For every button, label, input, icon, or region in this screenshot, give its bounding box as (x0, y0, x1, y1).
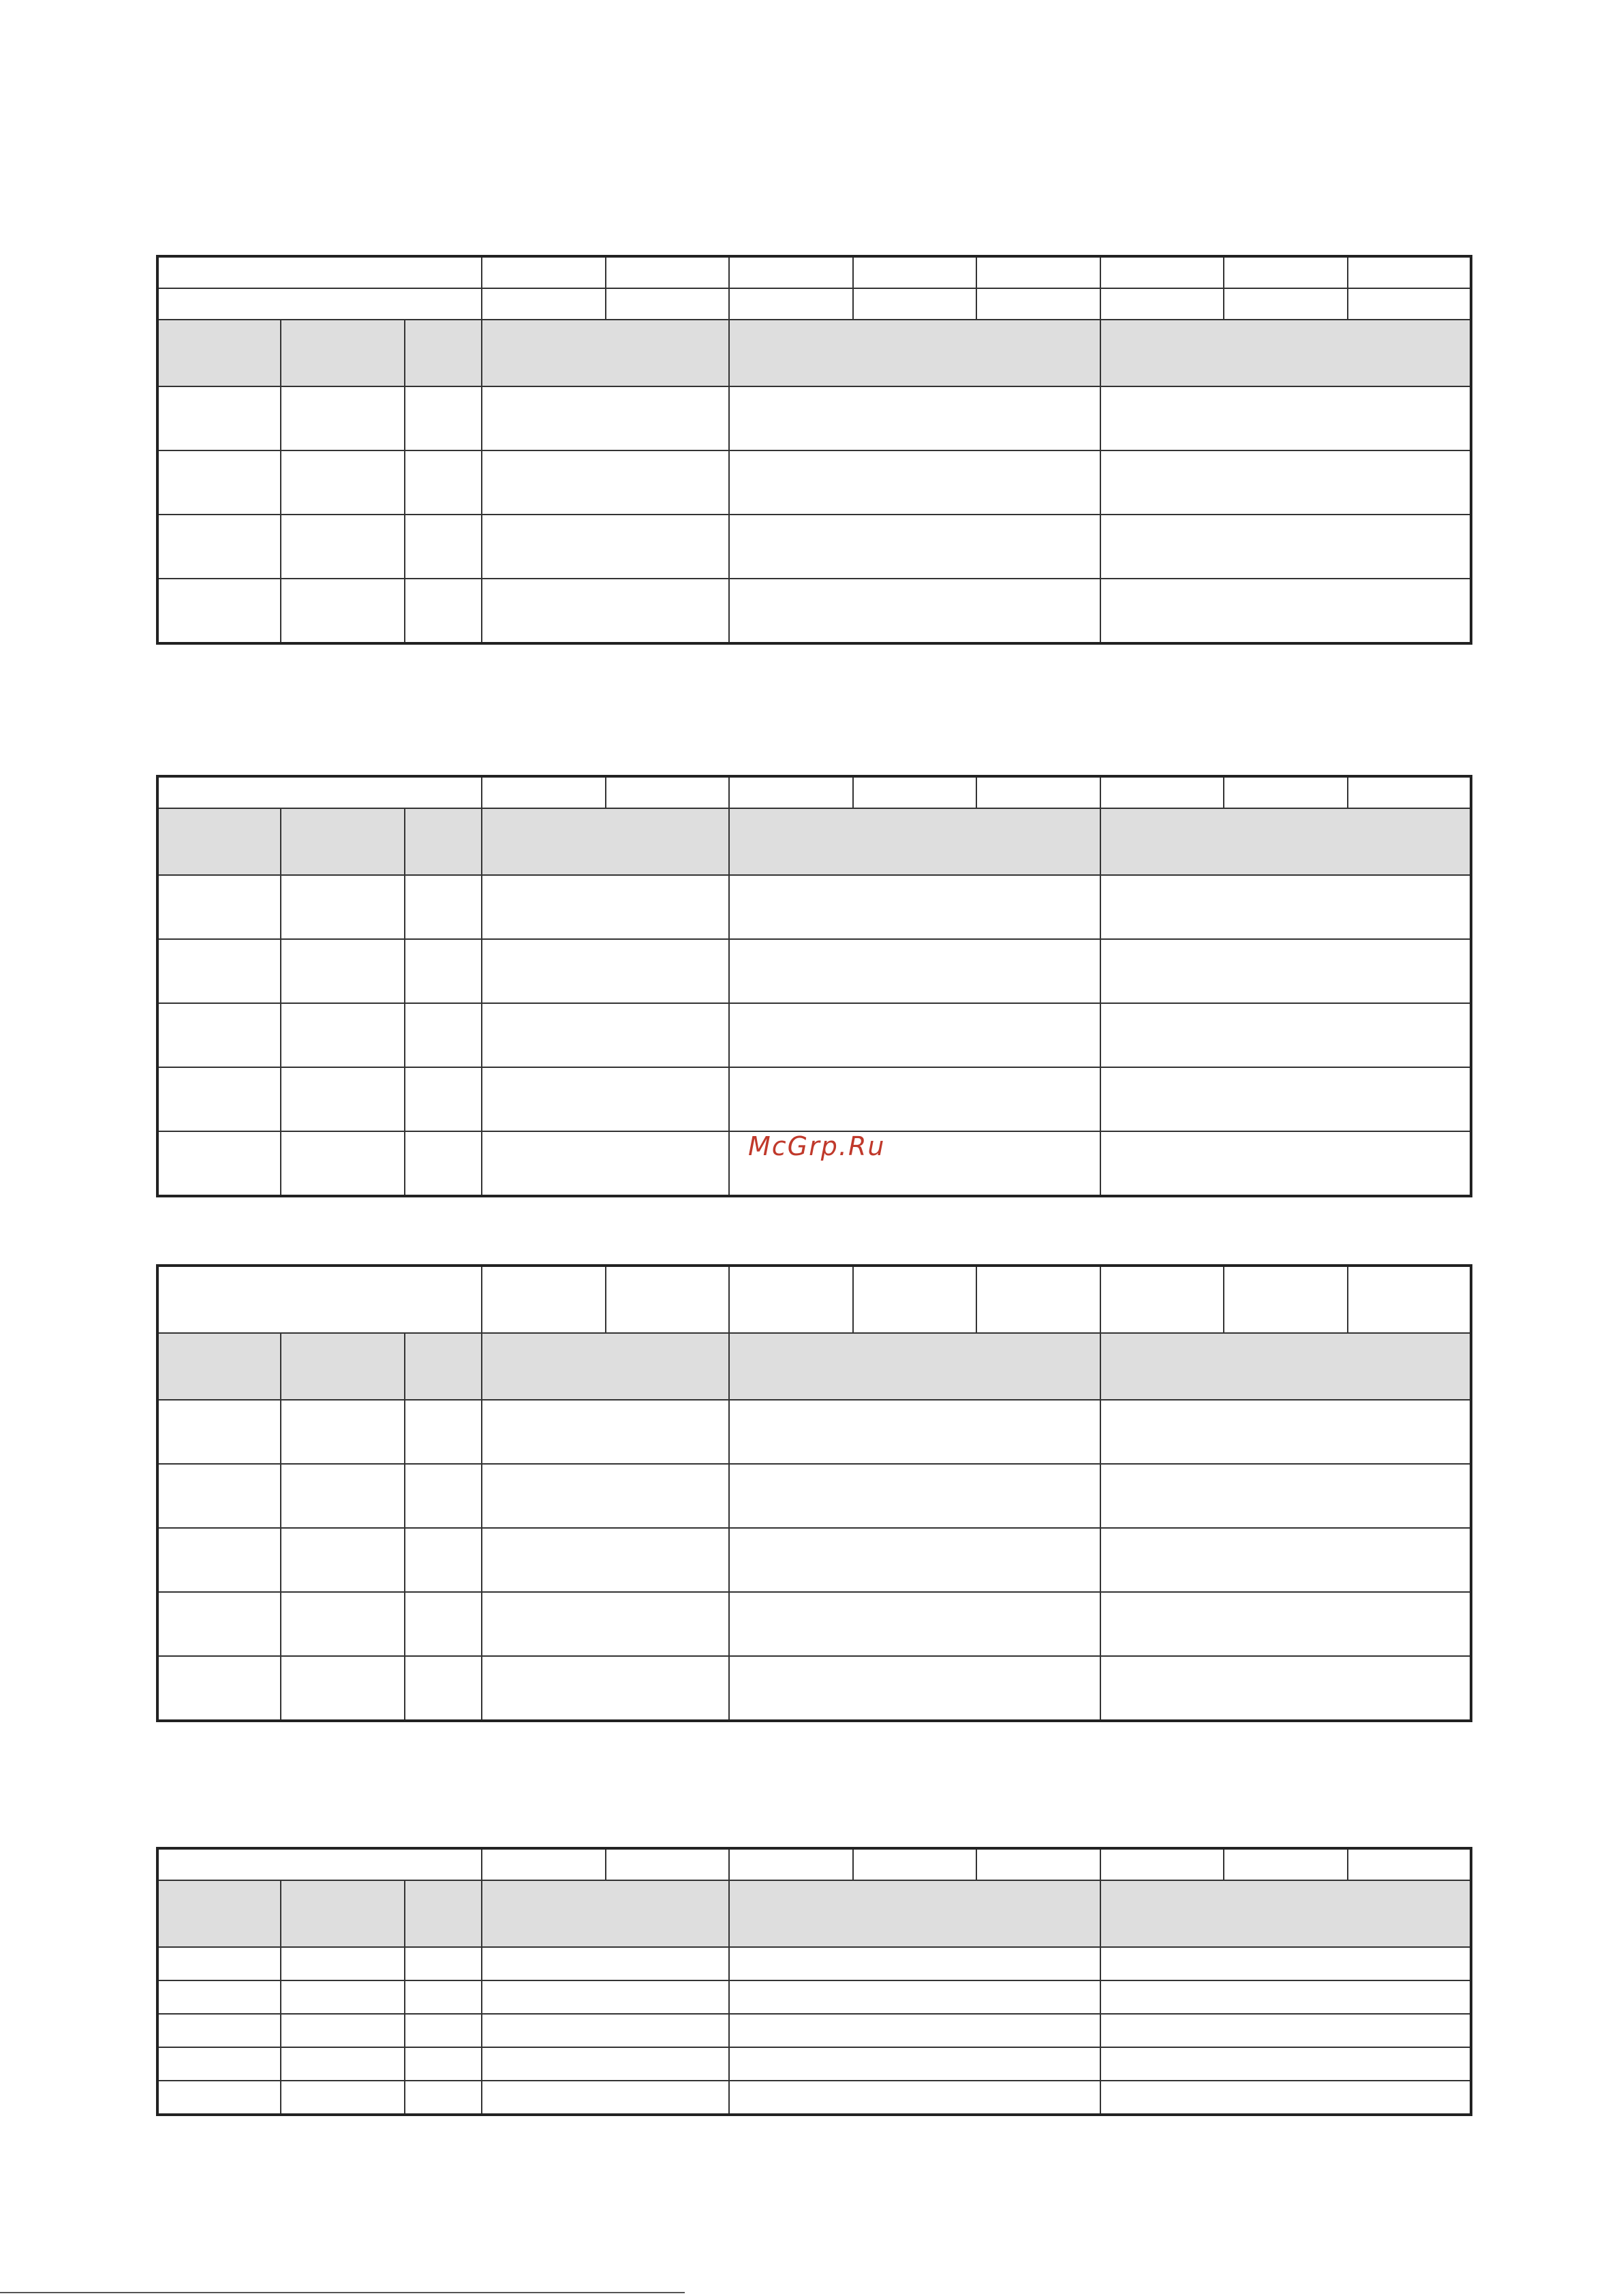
table-cell (281, 579, 405, 643)
table-cell (482, 1464, 729, 1528)
table-cell (482, 939, 729, 1003)
header-cell (1224, 1848, 1348, 1880)
table-row (157, 579, 1471, 643)
column-header (729, 320, 1100, 386)
table-cell (281, 1980, 405, 2014)
table-cell (1100, 1947, 1471, 1980)
table-cell (281, 386, 405, 450)
header-cell (606, 1266, 729, 1333)
table-row (157, 1947, 1471, 1980)
header-cell (853, 288, 976, 320)
table-cell (1100, 1980, 1471, 2014)
column-header (405, 1333, 482, 1400)
table-cell (1100, 1131, 1471, 1196)
table-row (157, 939, 1471, 1003)
table-cell (729, 1400, 1100, 1464)
table-cell (729, 939, 1100, 1003)
table-row (157, 2081, 1471, 2115)
header-cell (853, 1266, 976, 1333)
table-cell (482, 875, 729, 939)
table-row (157, 1980, 1471, 2014)
header-cell (1100, 1266, 1224, 1333)
header-cell (157, 1848, 482, 1880)
table-row (157, 1592, 1471, 1656)
table-cell (405, 875, 482, 939)
table-cell (405, 386, 482, 450)
table-cell (405, 515, 482, 579)
header-cell (482, 1266, 606, 1333)
table-cell (405, 1067, 482, 1131)
table-cell (482, 1400, 729, 1464)
header-cell (1348, 1848, 1471, 1880)
header-cell (853, 256, 976, 288)
table-cell (281, 939, 405, 1003)
table-cell (281, 1947, 405, 1980)
table-cell (281, 1464, 405, 1528)
watermark: McGrp.Ru (748, 1131, 886, 1161)
table-row (157, 2014, 1471, 2047)
header-cell (1100, 776, 1224, 808)
table-cell (281, 1400, 405, 1464)
column-header-row (157, 320, 1471, 386)
table-cell (157, 2047, 281, 2081)
header-cell (157, 776, 482, 808)
table-row (157, 386, 1471, 450)
column-header-row (157, 1880, 1471, 1947)
table-cell (281, 1592, 405, 1656)
table-cell (157, 386, 281, 450)
table-cell (482, 1980, 729, 2014)
table-cell (1100, 1592, 1471, 1656)
table-header-row (157, 1266, 1471, 1333)
column-header (157, 1880, 281, 1947)
table-cell (157, 875, 281, 939)
table-cell (729, 515, 1100, 579)
header-cell (1100, 1848, 1224, 1880)
header-cell (1348, 776, 1471, 808)
table-header-row (157, 256, 1471, 288)
table-cell (729, 1592, 1100, 1656)
column-header (405, 320, 482, 386)
table-row (157, 2047, 1471, 2081)
table-cell (157, 1003, 281, 1067)
table-cell (729, 579, 1100, 643)
table-cell (729, 2081, 1100, 2115)
column-header (281, 1333, 405, 1400)
table-cell (482, 1067, 729, 1131)
header-cell (1348, 256, 1471, 288)
table-cell (482, 1592, 729, 1656)
table-cell (729, 875, 1100, 939)
table-cell (482, 450, 729, 515)
table-cell (482, 1656, 729, 1721)
table-row (157, 875, 1471, 939)
table-cell (281, 2081, 405, 2115)
column-header (405, 808, 482, 875)
header-cell (482, 288, 606, 320)
header-cell (853, 776, 976, 808)
table-row (157, 1400, 1471, 1464)
header-cell (729, 1848, 853, 1880)
table-cell (482, 515, 729, 579)
column-header (1100, 1880, 1471, 1947)
table-cell (729, 1656, 1100, 1721)
header-cell (606, 288, 729, 320)
header-cell (1224, 1266, 1348, 1333)
header-cell (976, 256, 1100, 288)
table-cell (281, 515, 405, 579)
table-cell (157, 1592, 281, 1656)
table-4 (156, 1847, 1472, 2116)
table-cell (405, 1131, 482, 1196)
header-cell (976, 1848, 1100, 1880)
header-cell (729, 256, 853, 288)
table-cell (482, 2081, 729, 2115)
table-cell (729, 1947, 1100, 1980)
table-cell (1100, 2047, 1471, 2081)
table-cell (281, 1067, 405, 1131)
table-cell (482, 2047, 729, 2081)
header-cell (482, 1848, 606, 1880)
table-cell (405, 1947, 482, 1980)
column-header (281, 1880, 405, 1947)
table-header-row (157, 1848, 1471, 1880)
header-cell (1348, 1266, 1471, 1333)
header-cell (157, 1266, 482, 1333)
header-cell (729, 776, 853, 808)
table-cell (482, 1947, 729, 1980)
column-header (157, 808, 281, 875)
table-cell (157, 939, 281, 1003)
table-cell (1100, 939, 1471, 1003)
table-cell (405, 1464, 482, 1528)
table-cell (157, 1980, 281, 2014)
column-header (157, 1333, 281, 1400)
table-cell (405, 939, 482, 1003)
table-cell (157, 515, 281, 579)
table-cell (1100, 515, 1471, 579)
table-cell (482, 1003, 729, 1067)
table-cell (729, 2014, 1100, 2047)
table-row (157, 1528, 1471, 1592)
table-cell (157, 1464, 281, 1528)
table-cell (281, 1131, 405, 1196)
table-cell (729, 1067, 1100, 1131)
header-cell (976, 776, 1100, 808)
table-cell (1100, 1003, 1471, 1067)
header-cell (1348, 288, 1471, 320)
table-cell (1100, 2081, 1471, 2115)
header-cell (1100, 256, 1224, 288)
table-cell (281, 875, 405, 939)
header-cell (1224, 256, 1348, 288)
table-cell (157, 1656, 281, 1721)
header-cell (606, 776, 729, 808)
table-row (157, 1656, 1471, 1721)
table-cell (157, 1400, 281, 1464)
table-cell (729, 1003, 1100, 1067)
column-header (157, 320, 281, 386)
table-cell (482, 2014, 729, 2047)
table-cell (482, 386, 729, 450)
table-cell (157, 2014, 281, 2047)
column-header-row (157, 808, 1471, 875)
column-header (482, 1333, 729, 1400)
table-cell (405, 2014, 482, 2047)
header-cell (157, 288, 482, 320)
column-header (482, 808, 729, 875)
table-cell (1100, 875, 1471, 939)
header-cell (606, 256, 729, 288)
table-cell (405, 450, 482, 515)
table-cell (405, 1592, 482, 1656)
table-cell (281, 2047, 405, 2081)
table-cell (729, 1528, 1100, 1592)
table-cell (405, 2081, 482, 2115)
table-cell (1100, 1656, 1471, 1721)
table-cell (157, 1947, 281, 1980)
header-cell (482, 776, 606, 808)
table-cell (405, 1400, 482, 1464)
column-header (281, 320, 405, 386)
table-header-row (157, 776, 1471, 808)
column-header (281, 808, 405, 875)
table-cell (281, 450, 405, 515)
table-cell (1100, 2014, 1471, 2047)
column-header (729, 1880, 1100, 1947)
table-cell (729, 450, 1100, 515)
header-cell (976, 1266, 1100, 1333)
table-cell (1100, 386, 1471, 450)
table-row (157, 1464, 1471, 1528)
header-cell (157, 256, 482, 288)
table-cell (157, 579, 281, 643)
table-cell (281, 1003, 405, 1067)
table-cell (405, 1528, 482, 1592)
table-cell (1100, 1067, 1471, 1131)
table-row (157, 450, 1471, 515)
header-cell (606, 1848, 729, 1880)
table-cell (1100, 1464, 1471, 1528)
table-cell (729, 1980, 1100, 2014)
column-header (1100, 1333, 1471, 1400)
table-cell (1100, 1528, 1471, 1592)
table-row (157, 515, 1471, 579)
header-cell (1224, 776, 1348, 808)
table-cell (405, 579, 482, 643)
table-row (157, 1003, 1471, 1067)
column-header (1100, 808, 1471, 875)
table-cell (482, 1528, 729, 1592)
table-cell (157, 450, 281, 515)
column-header (729, 808, 1100, 875)
table-cell (281, 2014, 405, 2047)
table-header-row (157, 288, 1471, 320)
table-cell (157, 1067, 281, 1131)
table-cell (405, 1003, 482, 1067)
footer-divider (0, 2292, 685, 2293)
column-header (1100, 320, 1471, 386)
header-cell (1224, 288, 1348, 320)
table-cell (281, 1528, 405, 1592)
table-cell (405, 1656, 482, 1721)
table-cell (1100, 450, 1471, 515)
table-cell (157, 1528, 281, 1592)
column-header (482, 1880, 729, 1947)
table-cell (482, 579, 729, 643)
table-1 (156, 255, 1472, 645)
column-header (482, 320, 729, 386)
table-3 (156, 1264, 1472, 1722)
table-cell (1100, 1400, 1471, 1464)
column-header-row (157, 1333, 1471, 1400)
table-cell (729, 386, 1100, 450)
table-row (157, 1067, 1471, 1131)
table-cell (157, 2081, 281, 2115)
table-cell (157, 1131, 281, 1196)
header-cell (976, 288, 1100, 320)
table-cell (729, 2047, 1100, 2081)
column-header (729, 1333, 1100, 1400)
table-cell (1100, 579, 1471, 643)
header-cell (729, 1266, 853, 1333)
table-cell (729, 1464, 1100, 1528)
table-cell (405, 2047, 482, 2081)
header-cell (482, 256, 606, 288)
header-cell (1100, 288, 1224, 320)
table-cell (482, 1131, 729, 1196)
table-cell (405, 1980, 482, 2014)
table-cell (281, 1656, 405, 1721)
column-header (405, 1880, 482, 1947)
header-cell (729, 288, 853, 320)
header-cell (853, 1848, 976, 1880)
